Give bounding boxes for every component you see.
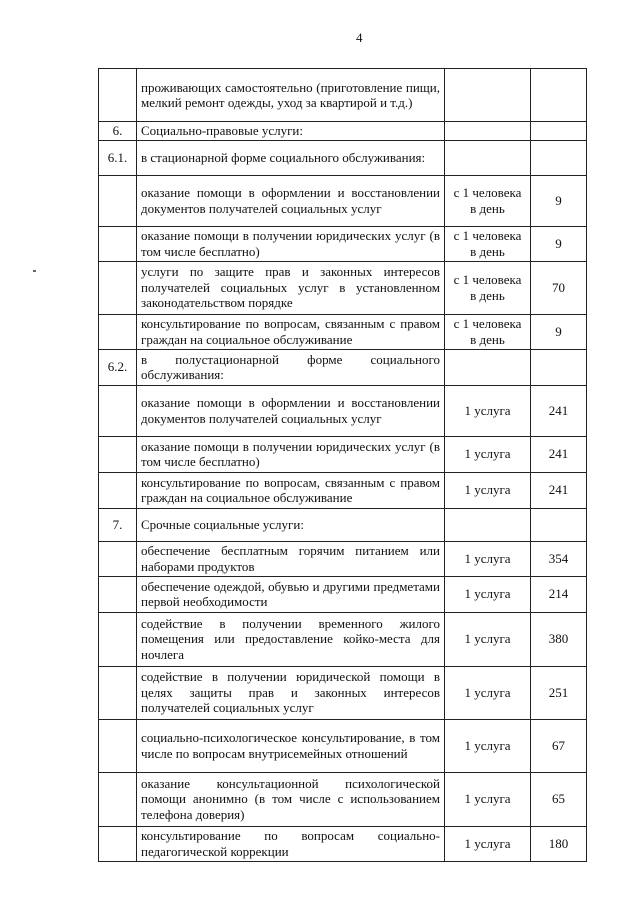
- unit-cell: с 1 человека в день: [445, 175, 531, 226]
- unit-cell: 1 услуга: [445, 472, 531, 508]
- price-cell: 180: [531, 826, 587, 861]
- table-row: [99, 226, 587, 261]
- table-row: [99, 541, 587, 576]
- service-description: проживающих самостоятельно (приготовление пищи, мелкий ремонт одежды, уход за квартирой и т.д.): [137, 69, 445, 122]
- table-row: [99, 719, 587, 772]
- table-row: [99, 772, 587, 826]
- row-number: [99, 666, 137, 719]
- unit-cell: [445, 349, 531, 385]
- row-number: 6.: [99, 122, 137, 141]
- row-number: [99, 69, 137, 122]
- service-description: услуги по защите прав и законных интересов получателей социальных услуг в установленном законодательством порядке: [137, 261, 445, 314]
- price-cell: 241: [531, 385, 587, 436]
- row-number: [99, 576, 137, 612]
- price-cell: 67: [531, 719, 587, 772]
- service-description: содействие в получении юридической помощи в целях защиты прав и законных интересов получателей социальных услуг: [137, 666, 445, 719]
- section-row: [99, 122, 587, 141]
- unit-cell: с 1 человека в день: [445, 261, 531, 314]
- price-cell: 9: [531, 175, 587, 226]
- unit-cell: 1 услуга: [445, 436, 531, 472]
- unit-cell: [445, 122, 531, 141]
- unit-cell: [445, 508, 531, 541]
- price-cell: 70: [531, 261, 587, 314]
- row-number: [99, 472, 137, 508]
- price-cell: 241: [531, 472, 587, 508]
- service-description: оказание помощи в получении юридических услуг (в том числе бесплатно): [137, 226, 445, 261]
- unit-cell: [445, 140, 531, 175]
- service-description: оказание консультационной психологической помощи анонимно (в том числе с использованием телефона доверия): [137, 772, 445, 826]
- subsection-row: [99, 349, 587, 385]
- unit-cell: [445, 69, 531, 122]
- unit-cell: с 1 человека в день: [445, 314, 531, 349]
- service-description: оказание помощи в оформлении и восстановлении документов получателей социальных услуг: [137, 175, 445, 226]
- price-cell: [531, 349, 587, 385]
- table-row: [99, 314, 587, 349]
- price-cell: [531, 508, 587, 541]
- unit-cell: 1 услуга: [445, 576, 531, 612]
- table-row: [99, 261, 587, 314]
- row-number: [99, 385, 137, 436]
- unit-cell: с 1 человека в день: [445, 226, 531, 261]
- service-description: консультирование по вопросам, связанным с правом граждан на социальное обслуживание: [137, 314, 445, 349]
- row-number: [99, 719, 137, 772]
- subsection-title: в полустационарной форме социального обслуживания:: [137, 349, 445, 385]
- row-number: [99, 772, 137, 826]
- row-number: [99, 541, 137, 576]
- table-row: [99, 436, 587, 472]
- price-cell: 9: [531, 226, 587, 261]
- table-row: [99, 612, 587, 666]
- price-cell: [531, 140, 587, 175]
- service-description: содействие в получении временного жилого помещения или предоставление койко-места для ночлега: [137, 612, 445, 666]
- row-number: [99, 261, 137, 314]
- unit-cell: 1 услуга: [445, 612, 531, 666]
- scan-speck: [33, 270, 36, 272]
- unit-cell: 1 услуга: [445, 719, 531, 772]
- price-cell: 9: [531, 314, 587, 349]
- table-row: [99, 69, 587, 122]
- table-row: [99, 576, 587, 612]
- unit-cell: 1 услуга: [445, 666, 531, 719]
- table-row: [99, 826, 587, 861]
- services-table: [98, 68, 587, 862]
- section-row: [99, 508, 587, 541]
- table-row: [99, 666, 587, 719]
- table-row: [99, 472, 587, 508]
- price-cell: 65: [531, 772, 587, 826]
- table-row: [99, 175, 587, 226]
- row-number: [99, 436, 137, 472]
- service-description: консультирование по вопросам социально-педагогической коррекции: [137, 826, 445, 861]
- price-cell: 354: [531, 541, 587, 576]
- row-number: [99, 226, 137, 261]
- row-number: [99, 826, 137, 861]
- service-description: оказание помощи в оформлении и восстановлении документов получателей социальных услуг: [137, 385, 445, 436]
- section-title: Срочные социальные услуги:: [137, 508, 445, 541]
- row-number: [99, 175, 137, 226]
- section-title: Социально-правовые услуги:: [137, 122, 445, 141]
- price-cell: 251: [531, 666, 587, 719]
- price-cell: [531, 122, 587, 141]
- table-row: [99, 385, 587, 436]
- row-number: 7.: [99, 508, 137, 541]
- row-number: 6.1.: [99, 140, 137, 175]
- row-number: [99, 314, 137, 349]
- subsection-row: [99, 140, 587, 175]
- unit-cell: 1 услуга: [445, 541, 531, 576]
- page-number: 4: [356, 30, 363, 45]
- row-number: [99, 612, 137, 666]
- price-cell: 241: [531, 436, 587, 472]
- price-cell: 380: [531, 612, 587, 666]
- unit-cell: 1 услуга: [445, 385, 531, 436]
- price-cell: 214: [531, 576, 587, 612]
- service-description: обеспечение бесплатным горячим питанием или наборами продуктов: [137, 541, 445, 576]
- service-description: консультирование по вопросам, связанным с правом граждан на социальное обслуживание: [137, 472, 445, 508]
- row-number: 6.2.: [99, 349, 137, 385]
- service-description: обеспечение одеждой, обувью и другими предметами первой необходимости: [137, 576, 445, 612]
- subsection-title: в стационарной форме социального обслуживания:: [137, 140, 445, 175]
- price-cell: [531, 69, 587, 122]
- service-description: оказание помощи в получении юридических услуг (в том числе бесплатно): [137, 436, 445, 472]
- unit-cell: 1 услуга: [445, 826, 531, 861]
- unit-cell: 1 услуга: [445, 772, 531, 826]
- service-description: социально-психологическое консультирование, в том числе по вопросам внутрисемейных отношений: [137, 719, 445, 772]
